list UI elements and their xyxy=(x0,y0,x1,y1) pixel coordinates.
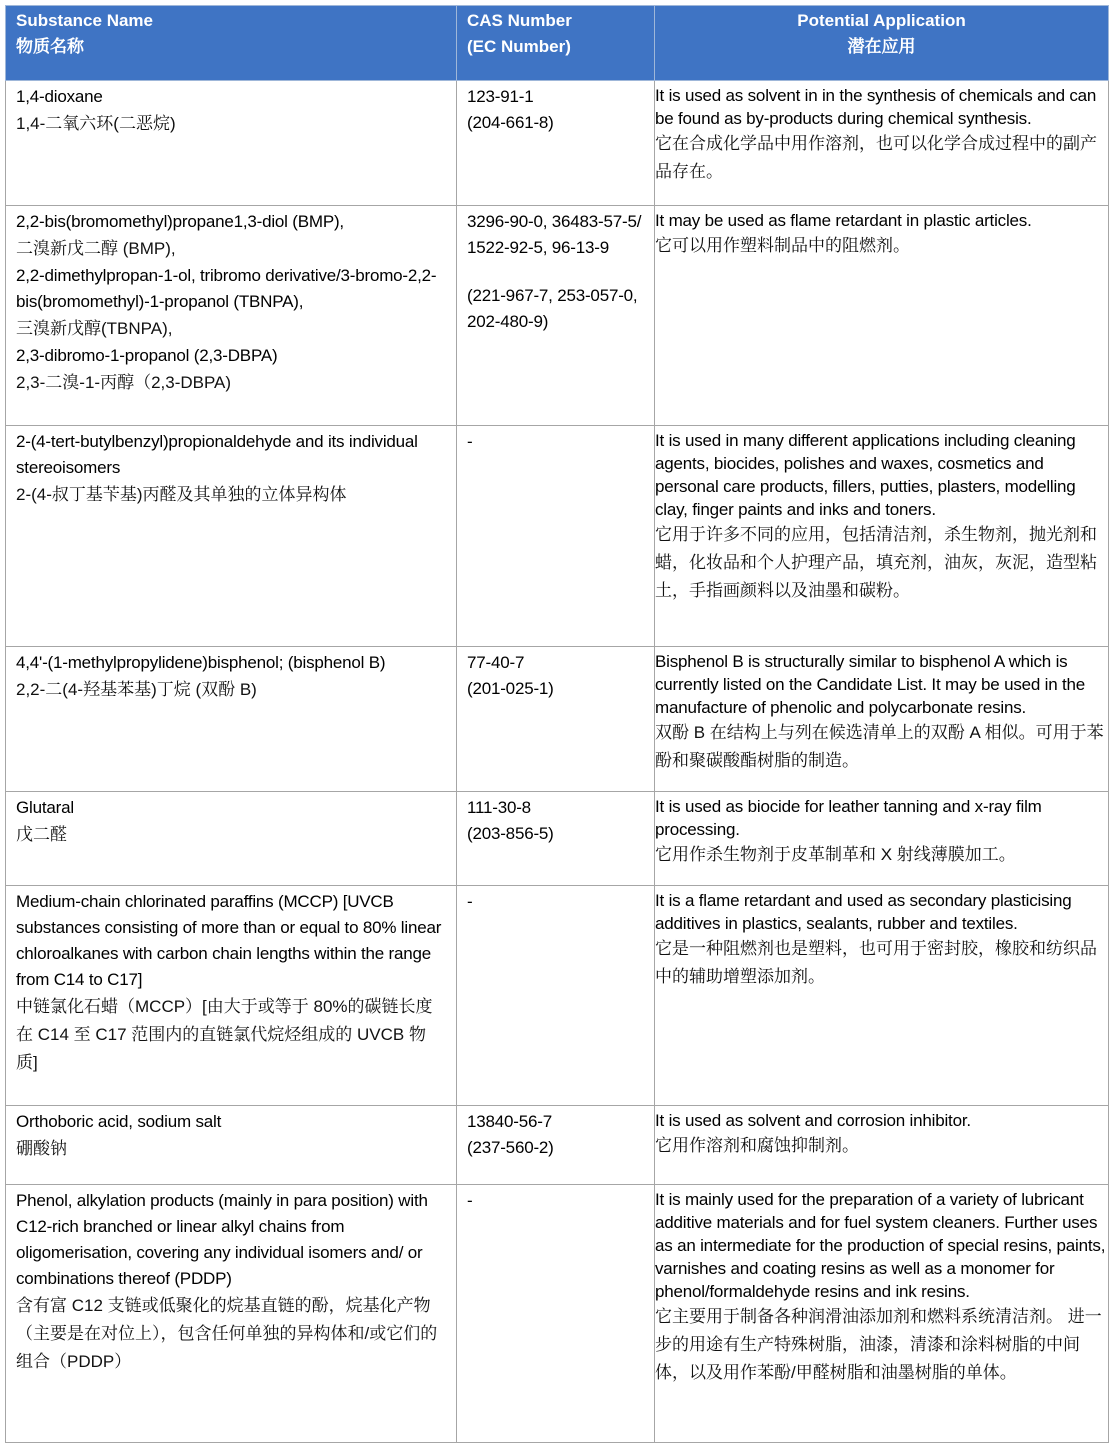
cas-number: - xyxy=(467,1191,473,1210)
header-cas-number xyxy=(457,6,655,81)
application-cell xyxy=(655,1185,1109,1443)
cas-number: 111-30-8 xyxy=(467,798,531,817)
application-cn: 它用作杀生物剂于皮革制革和 X 射线薄膜加工。 xyxy=(655,845,1016,864)
application-cell xyxy=(655,426,1109,647)
header-substance-name xyxy=(6,6,457,81)
substance-name-cell xyxy=(6,1185,457,1443)
ec-number: (201-025-1) xyxy=(467,679,554,698)
substance-name-cell xyxy=(6,647,457,792)
cas-number-cell xyxy=(457,647,655,792)
table-row xyxy=(6,426,1109,647)
substance-name-cn: 含有富 C12 支链或低聚化的烷基直链的酚，烷基化产物（主要是在对位上），包含任何单独的异构体和/或它们的组合（PDDP） xyxy=(16,1296,438,1371)
cas-number-cell xyxy=(457,206,655,426)
application-en: Bisphenol B is structurally similar to bisphenol A which is currently listed on the Candidate List. It may be used in the manufacture of phenolic and polycarbonate resins. xyxy=(655,652,1086,717)
application-en: It may be used as flame retardant in plastic articles. xyxy=(655,211,1032,230)
header-substance-name-en: Substance Name xyxy=(16,11,153,30)
table-row xyxy=(6,206,1109,426)
cas-number: - xyxy=(467,892,473,911)
application-cn: 它用于许多不同的应用，包括清洁剂，杀生物剂，抛光剂和蜡，化妆品和个人护理产品，填充剂，油灰，灰泥，造型粘土，手指画颜料以及油墨和碳粉。 xyxy=(655,525,1097,600)
application-en: It is used as solvent in in the synthesis of chemicals and can be found as by-products during chemical synthesis. xyxy=(655,86,1097,128)
ec-number: (221-967-7, 253-057-0, 202-480-9) xyxy=(467,286,638,331)
cas-number-cell xyxy=(457,426,655,647)
substance-name-cn: 二溴新戊二醇 (BMP), xyxy=(16,239,176,258)
substance-name-cn: 2-(4-叔丁基苄基)丙醛及其单独的立体异构体 xyxy=(16,485,347,504)
substance-name-cell xyxy=(6,206,457,426)
cas-number: - xyxy=(467,432,473,451)
cas-number: 123-91-1 xyxy=(467,87,534,106)
substance-name-en: 1,4-dioxane xyxy=(16,87,103,106)
substance-name-cn: 2,2-二(4-羟基苯基)丁烷 (双酚 B) xyxy=(16,680,257,699)
application-en: It is used as biocide for leather tanning and x-ray film processing. xyxy=(655,797,1042,839)
application-cn: 它在合成化学品中用作溶剂，也可以化学合成过程中的副产品存在。 xyxy=(655,134,1097,181)
spacer xyxy=(467,261,644,283)
header-application-cn: 潜在应用 xyxy=(847,37,916,56)
application-en: It is used in many different applications including cleaning agents, biocides, polishes and waxes, cosmetics and personal care products, fillers, putties, plasters, modelling clay, finger paints and inks and toners. xyxy=(655,431,1076,519)
substance-name-cn: 中链氯化石蜡（MCCP）[由大于或等于 80%的碳链长度在 C14 至 C17 范围内的直链氯代烷烃组成的 UVCB 物质] xyxy=(16,997,433,1072)
application-cell xyxy=(655,647,1109,792)
application-en: It is a flame retardant and used as secondary plasticising additives in plastics, sealants, rubber and textiles. xyxy=(655,891,1072,933)
header-cas-number-en: CAS Number xyxy=(467,11,572,30)
substance-name-en: Glutaral xyxy=(16,798,74,817)
cas-number: 13840-56-7 xyxy=(467,1112,552,1131)
ec-number: (237-560-2) xyxy=(467,1138,554,1157)
table-row xyxy=(6,647,1109,792)
table-row xyxy=(6,792,1109,886)
application-en: It is used as solvent and corrosion inhibitor. xyxy=(655,1111,971,1130)
cas-number-cell xyxy=(457,886,655,1106)
application-cell xyxy=(655,1106,1109,1185)
substance-table xyxy=(5,5,1109,1443)
header-substance-name-cn: 物质名称 xyxy=(16,37,84,56)
application-cn: 它可以用作塑料制品中的阻燃剂。 xyxy=(655,236,910,255)
ec-number: (204-661-8) xyxy=(467,113,554,132)
header-application-en: Potential Application xyxy=(797,11,966,30)
table-header-row xyxy=(6,6,1109,81)
table-row xyxy=(6,1185,1109,1443)
application-cell xyxy=(655,792,1109,886)
substance-name-en: Medium-chain chlorinated paraffins (MCCP) [UVCB substances consisting of more than or equal to 80% linear chloroalkanes with carbon chain lengths within the range from C14 to C17] xyxy=(16,892,442,989)
header-potential-application xyxy=(655,6,1109,81)
substance-name-cn: 硼酸钠 xyxy=(16,1139,67,1158)
substance-name-en: 2-(4-tert-butylbenzyl)propionaldehyde and its individual stereoisomers xyxy=(16,432,418,477)
substance-name-cn: 三溴新戊醇(TBNPA), xyxy=(16,319,173,338)
substance-name-en: Orthoboric acid, sodium salt xyxy=(16,1112,222,1131)
application-cell xyxy=(655,886,1109,1106)
application-cn: 它是一种阻燃剂也是塑料，也可用于密封胶，橡胶和纺织品中的辅助增塑添加剂。 xyxy=(655,939,1097,986)
table-row xyxy=(6,1106,1109,1185)
substance-name-en: 4,4'-(1-methylpropylidene)bisphenol; (bisphenol B) xyxy=(16,653,386,672)
table-row xyxy=(6,81,1109,206)
substance-name-cell xyxy=(6,792,457,886)
application-cell xyxy=(655,81,1109,206)
substance-name-cn: 1,4-二氧六环(二恶烷) xyxy=(16,114,176,133)
cas-number-cell xyxy=(457,81,655,206)
cas-number-cell xyxy=(457,792,655,886)
substance-name-cn: 2,3-二溴-1-丙醇（2,3-DBPA) xyxy=(16,373,232,392)
substance-name-cell xyxy=(6,886,457,1106)
application-cn: 双酚 B 在结构上与列在候选清单上的双酚 A 相似。可用于苯酚和聚碳酸酯树脂的制造。 xyxy=(655,723,1104,770)
substance-name-cell xyxy=(6,1106,457,1185)
header-ec-number-en: (EC Number) xyxy=(467,37,571,56)
application-cn: 它用作溶剂和腐蚀抑制剂。 xyxy=(655,1136,859,1155)
application-cell xyxy=(655,206,1109,426)
application-en: It is mainly used for the preparation of a variety of lubricant additive materials and for fuel system cleaners. Further uses as an intermediate for the production of special resins, paints, varnishes and coating resins as well as a monomer for phenol/formaldehyde resins and ink resins. xyxy=(655,1190,1106,1301)
cas-number-cell xyxy=(457,1185,655,1443)
substance-name-cn: 戊二醛 xyxy=(16,825,67,844)
substance-name-en: 2,2-dimethylpropan-1-ol, tribromo derivative/3-bromo-2,2-bis(bromomethyl)-1-propanol (TBNPA), xyxy=(16,266,437,311)
substance-name-en: Phenol, alkylation products (mainly in para position) with C12-rich branched or linear alkyl chains from oligomerisation, covering any individual isomers and/ or combinations thereof (PDDP) xyxy=(16,1191,428,1288)
table-row xyxy=(6,886,1109,1106)
substance-name-en: 2,2-bis(bromomethyl)propane1,3-diol (BMP), xyxy=(16,212,344,231)
cas-number-cell xyxy=(457,1106,655,1185)
ec-number: (203-856-5) xyxy=(467,824,554,843)
cas-number: 3296-90-0, 36483-57-5/ 1522-92-5, 96-13-9 xyxy=(467,212,642,257)
cas-number: 77-40-7 xyxy=(467,653,525,672)
substance-name-en: 2,3-dibromo-1-propanol (2,3-DBPA) xyxy=(16,346,278,365)
application-cn: 它主要用于制备各种润滑油添加剂和燃料系统清洁剂。 进一步的用途有生产特殊树脂，油漆，清漆和涂料树脂的中间体，以及用作苯酚/甲醛树脂和油墨树脂的单体。 xyxy=(655,1307,1102,1382)
substance-name-cell xyxy=(6,81,457,206)
substance-name-cell xyxy=(6,426,457,647)
